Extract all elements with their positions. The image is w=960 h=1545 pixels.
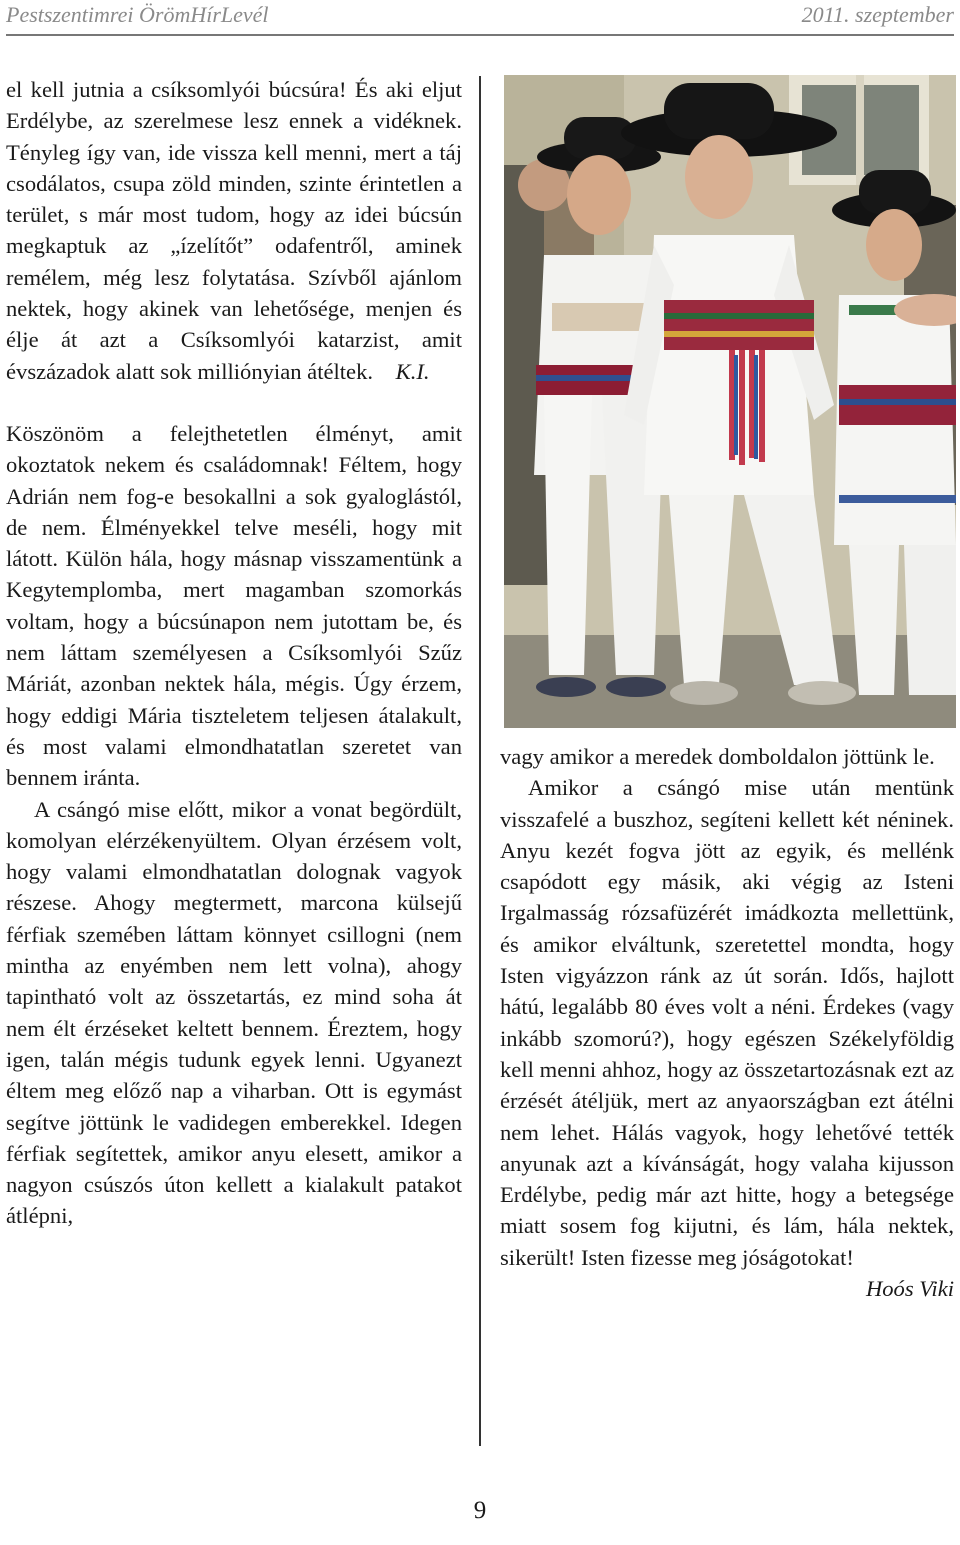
- page-header: [6, 0, 954, 36]
- newsletter-title: Pestszentimrei ÖrömHírLevél: [6, 2, 269, 27]
- signature-hoos-viki: Hoós Viki: [865, 1276, 954, 1302]
- column-divider: [479, 76, 481, 1446]
- paragraph: A csángó mise előtt, mikor a vonat begördült, komolyan elérzékenyültem. Olyan érzésem volt, hogy valami elmondhatatlan dolognak vagyok részese. Ahogy megtermett, marcona külsejű férfiak szemében láttam könnyet csillogni (nem mintha az enyémben nem lett volna), ahogy tapintható volt az összetartás, ez mind soha át nem élt érzéseket keltett bennem. Éreztem, hogy igen, talán mégis tudunk egyek lenni. Ugyanezt éltem meg előző nap a viharban. Ott is egymást segítve jöttünk le vadidegen emberekkel. Idegen férfiak segítettek, amikor anyu elesett, amikor a nagyon csúszós úton kellett a kialakult patakot átlépni,: [6, 796, 462, 1229]
- paragraph: [500, 772, 954, 1302]
- signature-ki: K.I.: [395, 358, 430, 384]
- paragraph: [6, 74, 462, 387]
- paragraph-text: el kell jutnia a csíksomlyói búcsúra! És aki eljut Erdélybe, az szerelmese lesz ennek a vidéknek. Tényleg így van, ide vissza kell menni, mert a táj csodálatos, csupa zöld minden, szinte érintetlen a terület, s már most tudom, hogy az idei búcsún megkaptuk az „ízelítőt” odafentről, aminek remélem, még lesz folytatása. Szívből ajánlom nektek, hogy akinek van lehetősége, menjen és élje át azt a Csíksomlyói katarzist, amit évszázadok alatt sok milliónyian átéltek.: [6, 77, 462, 384]
- page-number: 9: [473, 1497, 487, 1524]
- paragraph: Köszönöm a felejthetetlen élményt, amit okoztatok nekem és családomnak! Féltem, hogy Adrián nem fog-e besokallni a sok gyaloglástól, de nem. Élményekkel telve meséli, hogy mit látott. Külön hála, hogy másnap visszamentünk a Kegytemplomba, mert magamban szomorkás voltam, hogy a búcsúnapon nem jutottam be, és nem láttam személyesen a Csíksomlyói Szűz Máriát, azonban nektek hála, mégis. Úgy érzem, hogy eddigi Mária tiszteletem teljesen átalakult, és most valami elmondhatatlan szeretet van bennem iránta.: [6, 420, 462, 791]
- issue-date: 2011. szeptember: [801, 2, 954, 27]
- photo-of-three-boys-in-traditional-costume: [504, 75, 956, 728]
- paragraph-text: Amikor a csángó mise után mentünk visszafelé a buszhoz, segíteni kellett két néninek. Anyu kezét fogva jött az egyik, és mellénk csapódott egy másik, aki végig az Isteni Irgalmasság rózsafüzérét imádkozta mellettünk, és amikor elváltunk, szeretettel mondta, hogy Isten vigyázzon ránk az út során. Idős, hajlott hátú, legalább 80 éves volt a néni. Érdekes (vagy inkább szomorú?), hogy egészen Székelyföldig kell menni ahhoz, hogy az összetartozásnak ezt az érzését átéljük, mert az anyaországban ezt átélni nem lehet. Hálás vagyok, hogy lehetővé tették anyunak azt a kívánságát, hogy valaha kijusson Erdélybe, pedig már azt hitte, hogy a betegsége miatt sosem fog kijutni, és lám, hála nektek, sikerült! Isten fizesse meg jóságotokat!: [500, 775, 954, 1270]
- paragraph: vagy amikor a meredek domboldalon jöttünk le.: [500, 744, 935, 769]
- left-column: [6, 74, 462, 1232]
- right-column: [500, 741, 954, 1304]
